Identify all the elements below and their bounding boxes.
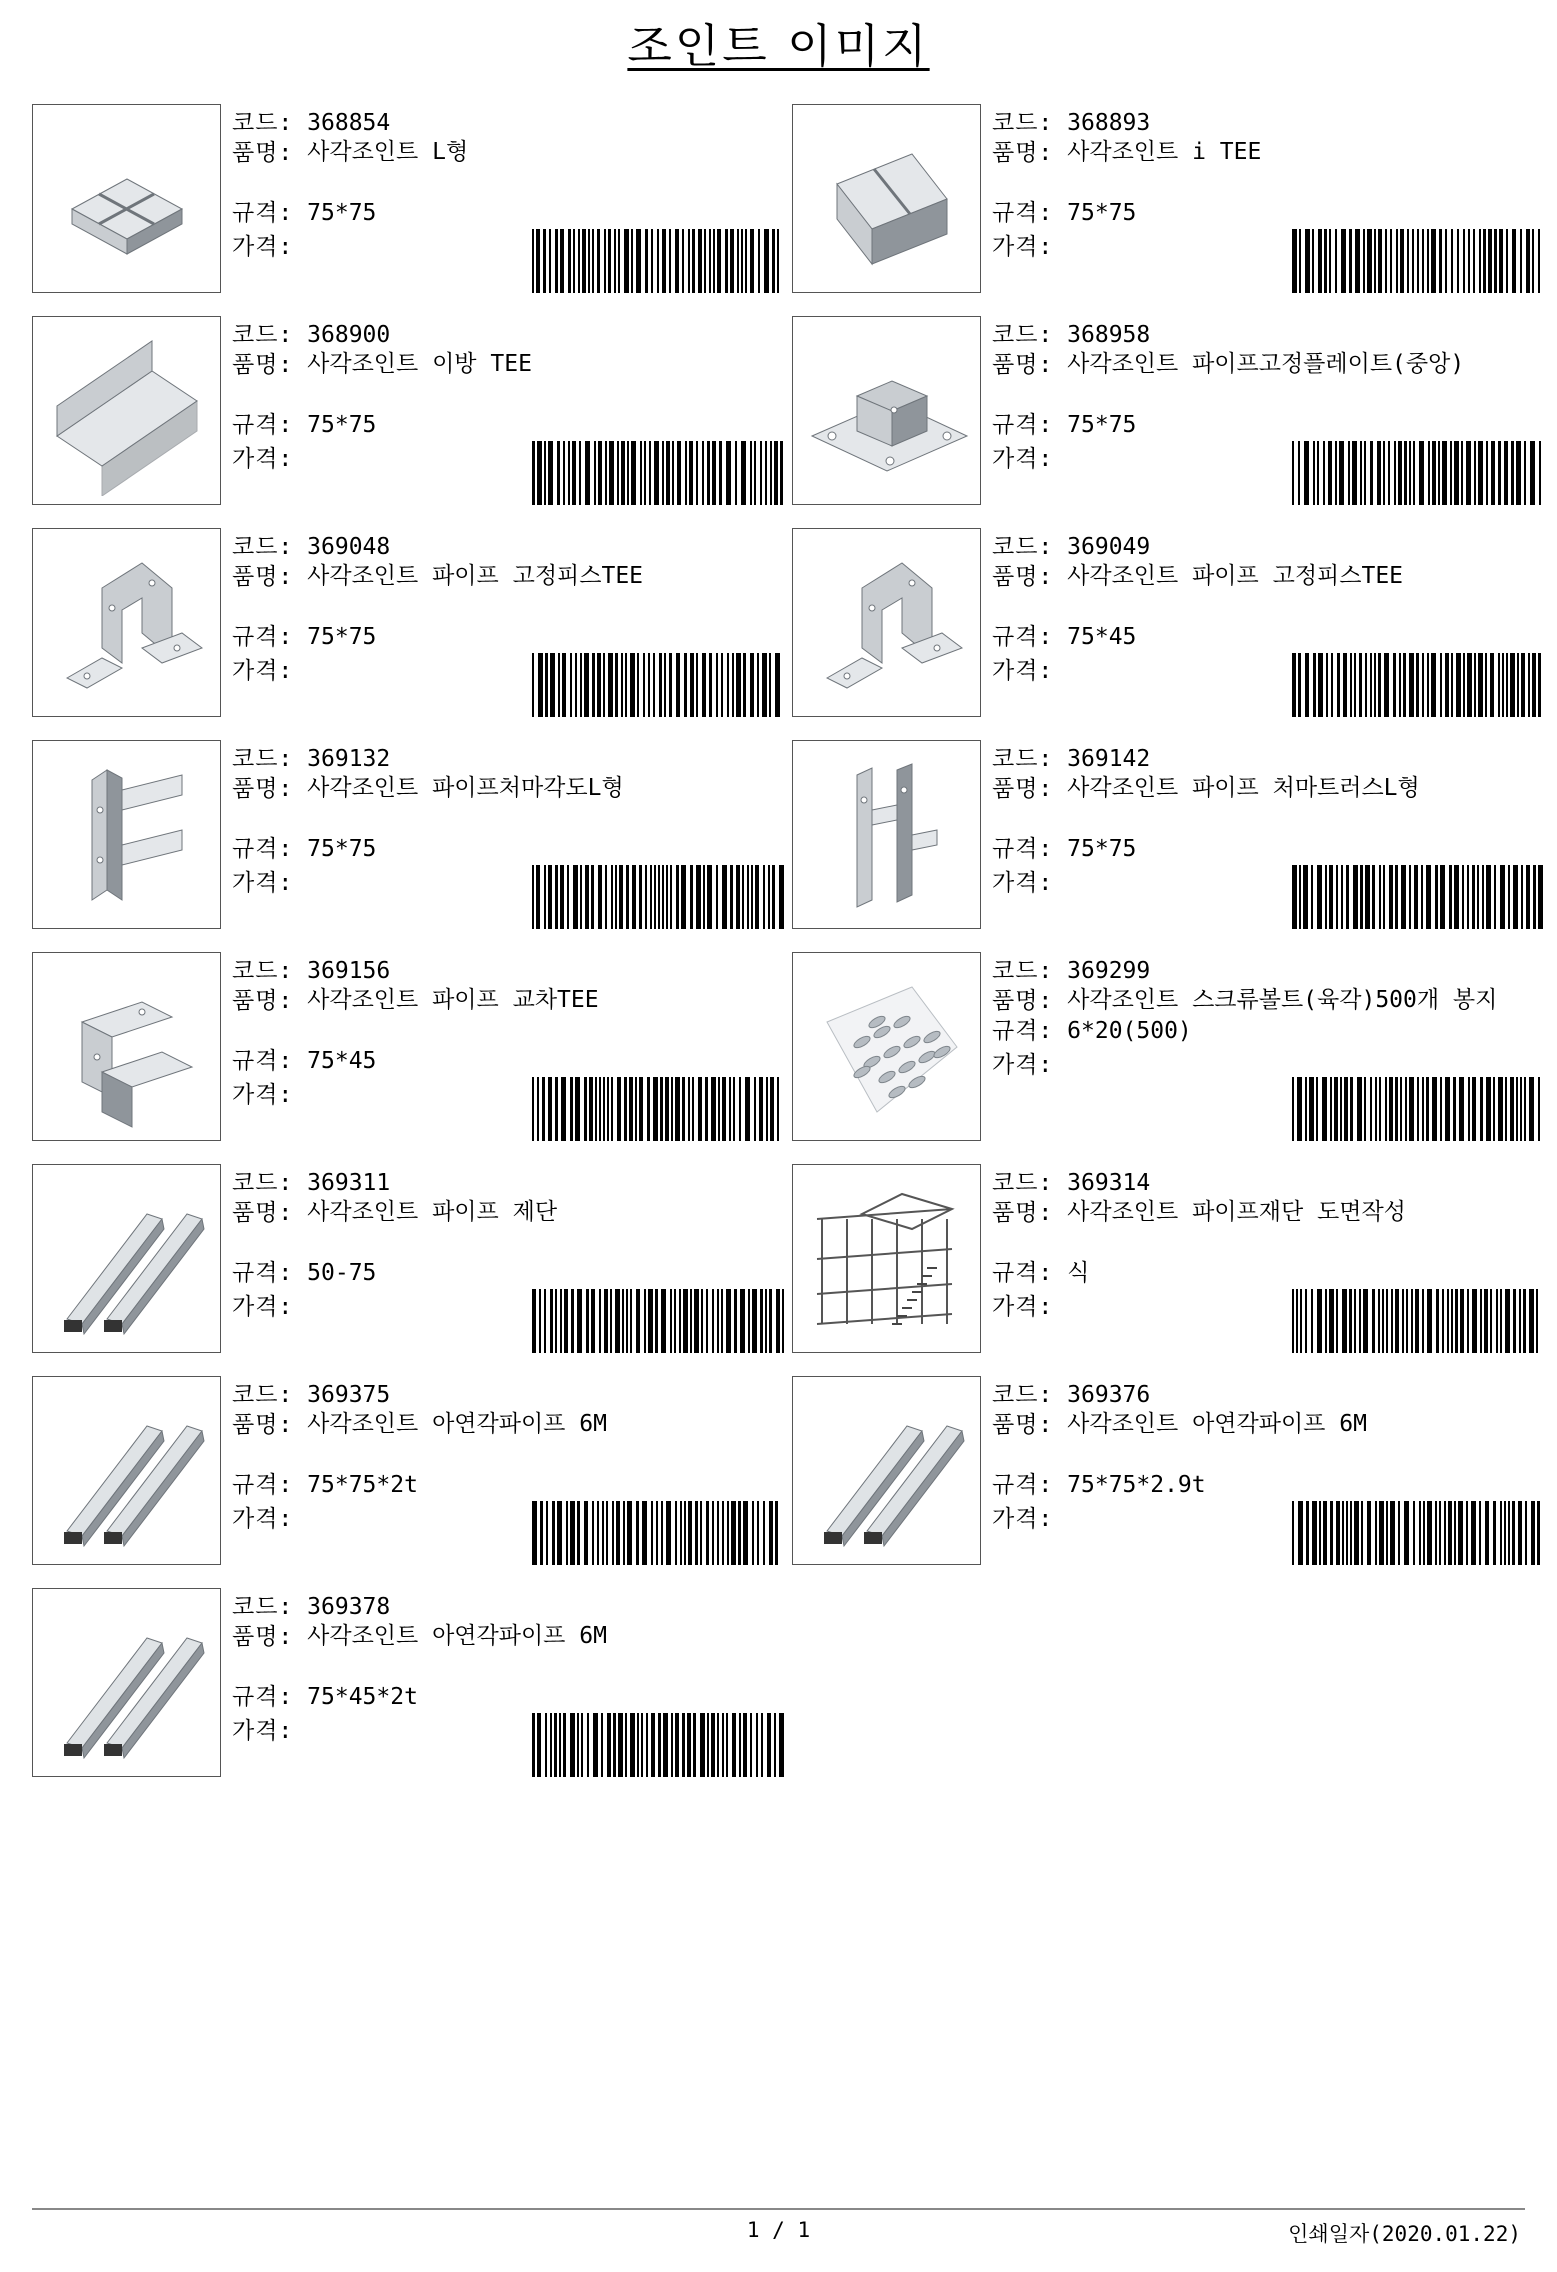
- name-row: [232, 138, 782, 168]
- price-label: 가격:: [232, 446, 294, 472]
- name-value: 사각조인트 파이프 고정피스TEE: [1067, 563, 1404, 589]
- price-label: 가격:: [992, 1294, 1054, 1320]
- code-label: 코드:: [232, 1594, 294, 1620]
- name-label: 품명:: [232, 140, 294, 166]
- product-image: [32, 316, 221, 505]
- barcode: [532, 865, 784, 929]
- code-row: [232, 1380, 782, 1410]
- code-value: 369048: [307, 534, 391, 560]
- price-label: 가격:: [232, 870, 294, 896]
- barcode: [532, 441, 784, 505]
- barcode: [1292, 865, 1544, 929]
- name-value: 사각조인트 파이프 고정피스TEE: [307, 563, 644, 589]
- pipe-pair-icon: [802, 1386, 972, 1556]
- product-grid: [32, 104, 1552, 1779]
- eave-truss-l-icon: [802, 750, 972, 920]
- name-row: [992, 562, 1542, 592]
- code-value: 369311: [307, 1170, 391, 1196]
- name-label: 품명:: [232, 988, 294, 1014]
- name-value: 사각조인트 파이프 제단: [307, 1199, 558, 1225]
- code-value: 369049: [1067, 534, 1151, 560]
- spec-value: 75*75*2t: [307, 1472, 418, 1498]
- code-value: 369142: [1067, 746, 1151, 772]
- name-value: 사각조인트 아연각파이프 6M: [307, 1623, 607, 1649]
- code-value: 369156: [307, 958, 391, 984]
- spec-label: 규격:: [232, 412, 294, 438]
- price-label: 가격:: [992, 1506, 1054, 1532]
- spec-label: 규격:: [232, 1260, 294, 1286]
- spec-row: [232, 1470, 782, 1500]
- code-row: [992, 956, 1542, 986]
- barcode: [1292, 653, 1544, 717]
- code-label: 코드:: [232, 746, 294, 772]
- code-label: 코드:: [992, 322, 1054, 348]
- code-label: 코드:: [232, 322, 294, 348]
- name-label: 품명:: [992, 352, 1054, 378]
- spec-value: 식: [1067, 1260, 1090, 1286]
- name-row: [232, 774, 782, 804]
- spec-row: [992, 1016, 1542, 1046]
- code-row: [992, 532, 1542, 562]
- code-label: 코드:: [992, 110, 1054, 136]
- name-value: 사각조인트 파이프고정플레이트(중앙): [1067, 351, 1465, 377]
- name-row: [992, 986, 1542, 1016]
- pipe-pair-icon: [42, 1386, 212, 1556]
- code-row: [992, 1168, 1542, 1198]
- code-row: [232, 320, 782, 350]
- product-image: [32, 740, 221, 929]
- spec-label: 규격:: [232, 200, 294, 226]
- product-card: [792, 528, 1552, 719]
- barcode: [532, 1501, 784, 1565]
- spec-value: 75*75: [1067, 200, 1137, 226]
- spec-value: 75*75: [307, 836, 377, 862]
- product-card: [792, 1376, 1552, 1567]
- eave-angle-l-icon: [42, 750, 212, 920]
- spec-value: 75*75: [307, 200, 377, 226]
- code-value: 368854: [307, 110, 391, 136]
- price-label: 가격:: [232, 1506, 294, 1532]
- product-card: [792, 740, 1552, 931]
- code-label: 코드:: [232, 1382, 294, 1408]
- name-label: 품명:: [232, 1624, 294, 1650]
- two-way-tee-icon: [42, 326, 212, 496]
- price-label: 가격:: [992, 446, 1054, 472]
- barcode: [1292, 229, 1544, 293]
- barcode: [532, 653, 784, 717]
- code-value: 369314: [1067, 1170, 1151, 1196]
- product-image: [32, 528, 221, 717]
- price-label: 가격:: [232, 1718, 294, 1744]
- code-row: [232, 744, 782, 774]
- page-title: 조인트 이미지: [627, 19, 930, 73]
- footer-divider: [32, 2208, 1525, 2210]
- barcode: [1292, 1289, 1544, 1353]
- code-row: [992, 108, 1542, 138]
- barcode: [1292, 1501, 1544, 1565]
- spec-value: 75*45: [307, 1048, 377, 1074]
- name-value: 사각조인트 파이프재단 도면작성: [1067, 1199, 1406, 1225]
- name-row: [992, 350, 1542, 380]
- name-row: [232, 562, 782, 592]
- product-info: [992, 956, 1542, 1080]
- spec-label: 규격:: [232, 1684, 294, 1710]
- fixing-piece-tee-icon: [42, 538, 212, 708]
- code-label: 코드:: [992, 1382, 1054, 1408]
- code-label: 코드:: [992, 746, 1054, 772]
- code-value: 369132: [307, 746, 391, 772]
- product-card: [32, 1376, 792, 1567]
- spec-value: 75*75: [307, 412, 377, 438]
- code-row: [232, 108, 782, 138]
- spec-label: 규격:: [232, 624, 294, 650]
- name-row: [232, 1198, 782, 1228]
- spec-row: [992, 834, 1542, 864]
- name-value: 사각조인트 i TEE: [1067, 139, 1262, 165]
- product-image: [792, 952, 981, 1141]
- price-row: [992, 1050, 1542, 1080]
- product-image: [32, 1588, 221, 1777]
- name-label: 품명:: [992, 564, 1054, 590]
- spec-row: [232, 622, 782, 652]
- product-card: [32, 740, 792, 931]
- spec-label: 규격:: [232, 1048, 294, 1074]
- code-label: 코드:: [992, 1170, 1054, 1196]
- pipe-pair-icon: [42, 1598, 212, 1768]
- spec-row: [232, 410, 782, 440]
- spec-row: [232, 1046, 782, 1076]
- spec-row: [992, 410, 1542, 440]
- spec-label: 규격:: [992, 836, 1054, 862]
- price-label: 가격:: [992, 1052, 1054, 1078]
- name-value: 사각조인트 파이프 처마트러스L형: [1067, 775, 1420, 801]
- product-card: [792, 104, 1552, 295]
- code-row: [992, 320, 1542, 350]
- name-row: [232, 1410, 782, 1440]
- barcode: [532, 229, 784, 293]
- spec-value: 75*45*2t: [307, 1684, 418, 1710]
- product-card: [32, 316, 792, 507]
- code-row: [232, 956, 782, 986]
- code-row: [232, 1168, 782, 1198]
- cross-tee-icon: [42, 962, 212, 1132]
- code-value: 369299: [1067, 958, 1151, 984]
- pipe-pair-icon: [42, 1174, 212, 1344]
- code-row: [232, 532, 782, 562]
- spec-row: [232, 1258, 782, 1288]
- spec-value: 50-75: [307, 1260, 377, 1286]
- barcode: [532, 1713, 784, 1777]
- barcode: [1292, 441, 1544, 505]
- product-card: [32, 528, 792, 719]
- name-value: 사각조인트 아연각파이프 6M: [1067, 1411, 1367, 1437]
- code-value: 369375: [307, 1382, 391, 1408]
- product-card: [792, 952, 1552, 1143]
- name-label: 품명:: [992, 1412, 1054, 1438]
- spec-value: 75*75*2.9t: [1067, 1472, 1206, 1498]
- name-value: 사각조인트 L형: [307, 139, 469, 165]
- spec-label: 규격:: [992, 1260, 1054, 1286]
- i-tee-joint-icon: [802, 114, 972, 284]
- spec-row: [992, 622, 1542, 652]
- price-label: 가격:: [232, 1294, 294, 1320]
- barcode: [532, 1289, 784, 1353]
- product-image: [32, 952, 221, 1141]
- spec-label: 규격:: [992, 412, 1054, 438]
- product-image: [792, 1164, 981, 1353]
- product-card: [32, 104, 792, 295]
- spec-value: 6*20(500): [1067, 1018, 1192, 1044]
- name-row: [232, 1622, 782, 1652]
- code-value: 368893: [1067, 110, 1151, 136]
- code-value: 368900: [307, 322, 391, 348]
- name-value: 사각조인트 스크류볼트(육각)500개 봉지: [1067, 987, 1498, 1013]
- price-label: 가격:: [992, 234, 1054, 260]
- code-label: 코드:: [232, 1170, 294, 1196]
- name-row: [992, 1198, 1542, 1228]
- product-card: [792, 316, 1552, 507]
- product-image: [792, 1376, 981, 1565]
- name-row: [992, 774, 1542, 804]
- code-value: 369378: [307, 1594, 391, 1620]
- product-image: [792, 104, 981, 293]
- price-label: 가격:: [992, 658, 1054, 684]
- spec-label: 규격:: [992, 1018, 1054, 1044]
- fixing-piece-tee-small-icon: [802, 538, 972, 708]
- name-label: 품명:: [232, 564, 294, 590]
- spec-value: 75*45: [1067, 624, 1137, 650]
- code-row: [992, 744, 1542, 774]
- product-card: [32, 952, 792, 1143]
- page-number: 1 / 1: [746, 2218, 811, 2242]
- product-card: [32, 1588, 792, 1779]
- code-row: [992, 1380, 1542, 1410]
- spec-value: 75*75: [1067, 836, 1137, 862]
- product-image: [32, 104, 221, 293]
- spec-row: [992, 1258, 1542, 1288]
- code-label: 코드:: [232, 958, 294, 984]
- name-label: 품명:: [992, 988, 1054, 1014]
- spec-row: [232, 1682, 782, 1712]
- code-value: 369376: [1067, 1382, 1151, 1408]
- spec-row: [232, 834, 782, 864]
- spec-row: [992, 198, 1542, 228]
- l-joint-icon: [42, 114, 212, 284]
- name-value: 사각조인트 파이프 교차TEE: [307, 987, 599, 1013]
- code-label: 코드:: [232, 110, 294, 136]
- price-label: 가격:: [232, 658, 294, 684]
- product-card: [32, 1164, 792, 1355]
- name-label: 품명:: [232, 1200, 294, 1226]
- barcode: [532, 1077, 784, 1141]
- name-label: 품명:: [232, 1412, 294, 1438]
- name-label: 품명:: [992, 1200, 1054, 1226]
- spec-value: 75*75: [1067, 412, 1137, 438]
- name-value: 사각조인트 아연각파이프 6M: [307, 1411, 607, 1437]
- price-label: 가격:: [992, 870, 1054, 896]
- name-label: 품명:: [232, 352, 294, 378]
- spec-label: 규격:: [992, 1472, 1054, 1498]
- name-row: [992, 138, 1542, 168]
- spec-label: 규격:: [992, 200, 1054, 226]
- code-label: 코드:: [232, 534, 294, 560]
- price-label: 가격:: [232, 234, 294, 260]
- spec-row: [232, 198, 782, 228]
- code-label: 코드:: [992, 958, 1054, 984]
- barcode: [1292, 1077, 1544, 1141]
- name-value: 사각조인트 파이프처마각도L형: [307, 775, 624, 801]
- spec-label: 규격:: [992, 624, 1054, 650]
- name-row: [992, 1410, 1542, 1440]
- spec-row: [992, 1470, 1542, 1500]
- product-card: [792, 1164, 1552, 1355]
- fixing-plate-icon: [802, 326, 972, 496]
- frame-structure-icon: [802, 1174, 972, 1344]
- product-image: [792, 528, 981, 717]
- spec-value: 75*75: [307, 624, 377, 650]
- code-row: [232, 1592, 782, 1622]
- spec-label: 규격:: [232, 1472, 294, 1498]
- name-label: 품명:: [992, 140, 1054, 166]
- spec-label: 규격:: [232, 836, 294, 862]
- print-date: 인쇄일자(2020.01.22): [1288, 2222, 1521, 2246]
- product-image: [32, 1376, 221, 1565]
- name-row: [232, 986, 782, 1016]
- product-image: [792, 316, 981, 505]
- product-image: [32, 1164, 221, 1353]
- screw-bag-icon: [802, 962, 972, 1132]
- price-label: 가격:: [232, 1082, 294, 1108]
- name-row: [232, 350, 782, 380]
- name-label: 품명:: [232, 776, 294, 802]
- name-value: 사각조인트 이방 TEE: [307, 351, 532, 377]
- code-label: 코드:: [992, 534, 1054, 560]
- name-label: 품명:: [992, 776, 1054, 802]
- code-value: 368958: [1067, 322, 1151, 348]
- product-image: [792, 740, 981, 929]
